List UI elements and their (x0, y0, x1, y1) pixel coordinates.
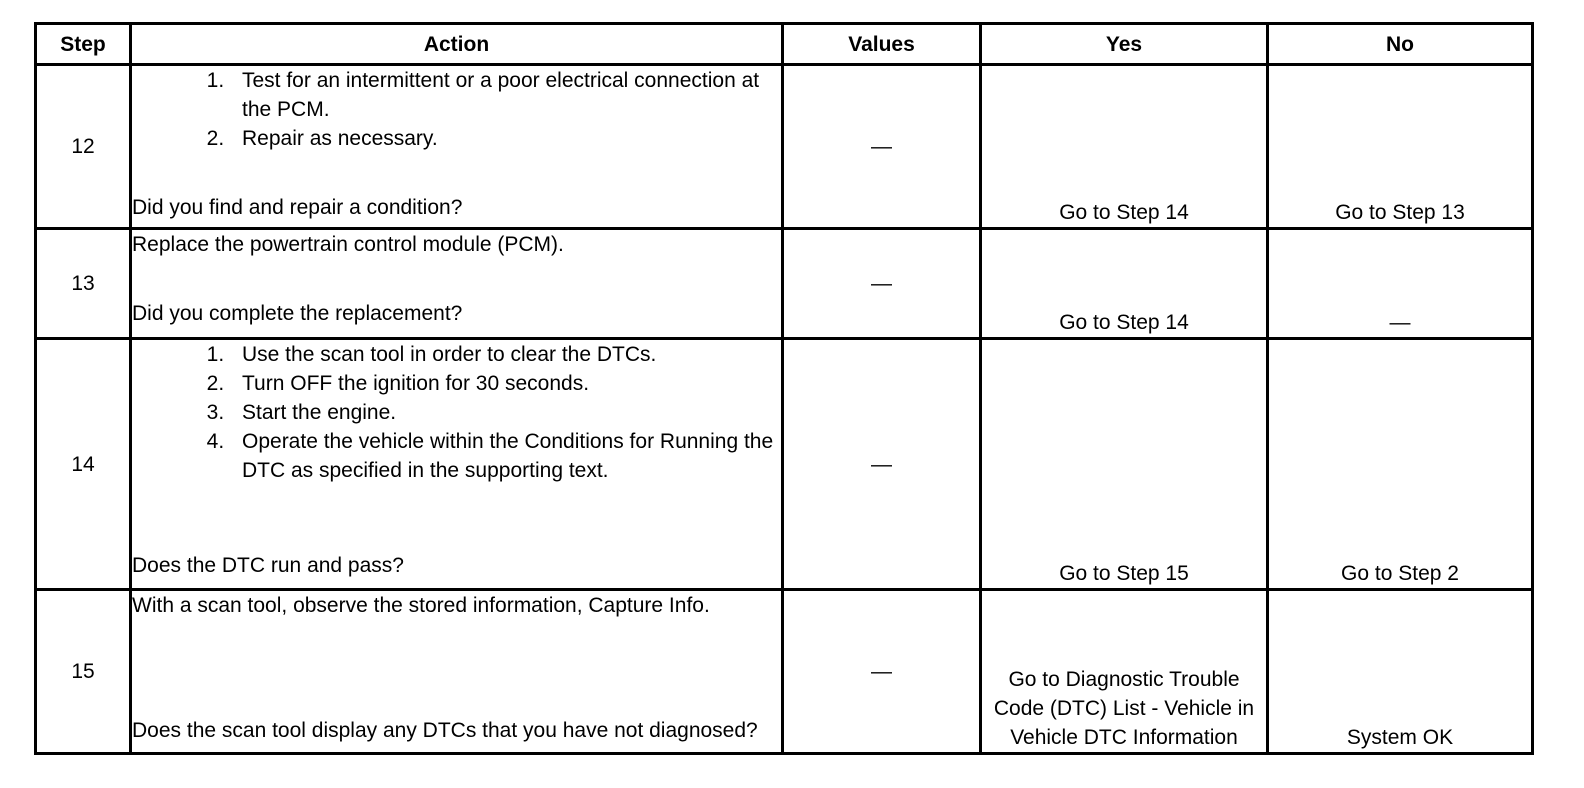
action-question: Did you complete the replacement? (132, 302, 463, 326)
action-steps-list (132, 340, 781, 485)
values-cell: — (783, 65, 981, 229)
action-question: Does the DTC run and pass? (132, 554, 404, 578)
header-step: Step (36, 24, 131, 65)
header-values: Values (783, 24, 981, 65)
list-item: 4. Operate the vehicle within the Conditions for Running the DTC as specified in the supporting text. (230, 427, 781, 485)
header-action: Action (131, 24, 783, 65)
step-number: 12 (36, 65, 131, 229)
action-instruction: Replace the powertrain control module (PCM). (132, 233, 564, 257)
list-item: 1. Test for an intermittent or a poor electrical connection at the PCM. (230, 66, 781, 124)
action-cell (131, 589, 783, 753)
header-no: No (1268, 24, 1533, 65)
no-cell: Go to Step 13 (1268, 65, 1533, 229)
values-cell: — (783, 339, 981, 589)
table-row (36, 65, 1533, 229)
yes-cell: Go to Step 15 (981, 339, 1268, 589)
no-cell: — (1268, 229, 1533, 339)
action-cell (131, 65, 783, 229)
action-question: Did you find and repair a condition? (132, 196, 463, 219)
no-cell: Go to Step 2 (1268, 339, 1533, 589)
values-cell: — (783, 589, 981, 753)
table-row (36, 229, 1533, 339)
step-number: 15 (36, 589, 131, 753)
no-cell: System OK (1268, 589, 1533, 753)
list-item: 3. Start the engine. (230, 398, 781, 427)
step-number: 13 (36, 229, 131, 339)
action-steps-list (132, 66, 781, 153)
table-row (36, 589, 1533, 753)
action-cell (131, 339, 783, 589)
list-item: 1. Use the scan tool in order to clear the DTCs. (230, 340, 781, 369)
table-row (36, 339, 1533, 589)
action-cell (131, 229, 783, 339)
yes-cell: Go to Diagnostic Trouble Code (DTC) List - Vehicle in Vehicle DTC Information (981, 589, 1268, 753)
action-instruction: With a scan tool, observe the stored information, Capture Info. (132, 593, 710, 617)
yes-cell: Go to Step 14 (981, 65, 1268, 229)
yes-cell: Go to Step 14 (981, 229, 1268, 339)
step-number: 14 (36, 339, 131, 589)
action-question: Does the scan tool display any DTCs that you have not diagnosed? (132, 718, 758, 742)
diagnostic-table (34, 22, 1534, 755)
header-yes: Yes (981, 24, 1268, 65)
list-item: 2. Turn OFF the ignition for 30 seconds. (230, 369, 781, 398)
list-item: 2. Repair as necessary. (230, 124, 781, 153)
values-cell: — (783, 229, 981, 339)
header-row (36, 24, 1533, 65)
